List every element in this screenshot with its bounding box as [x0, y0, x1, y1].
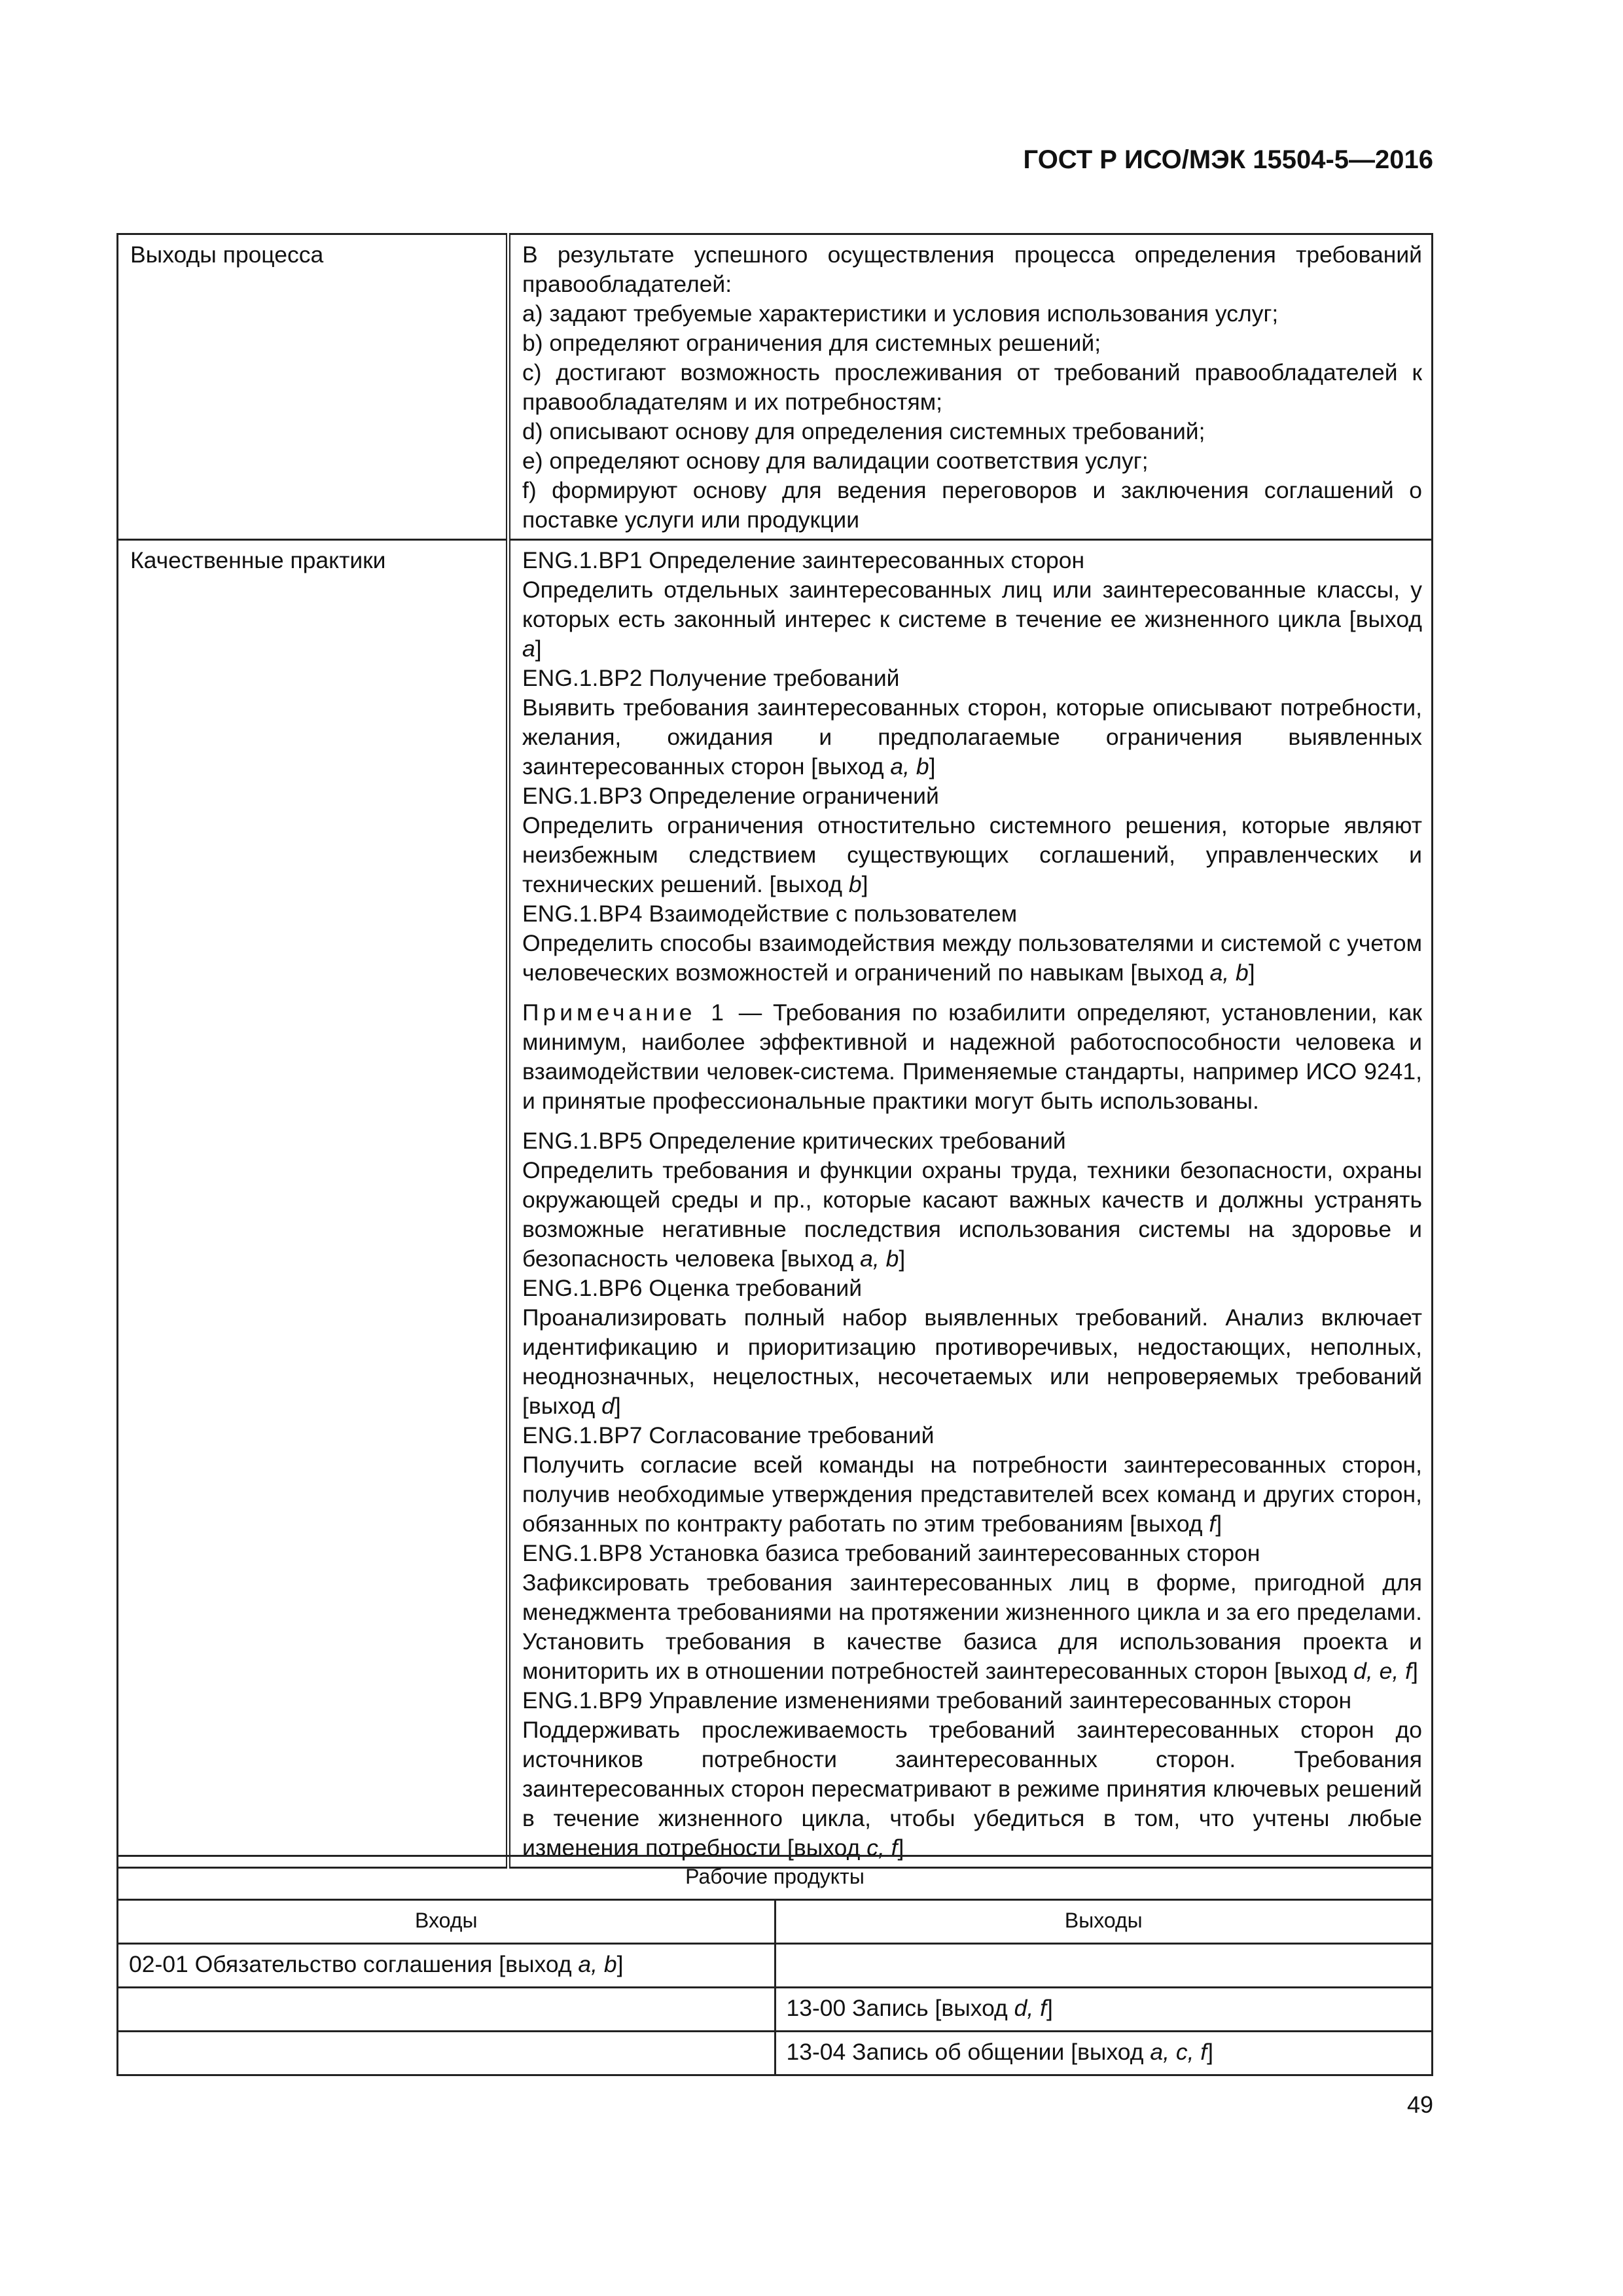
input-cell-empty: [118, 2032, 776, 2075]
outputs-label: Выходы процесса: [118, 234, 508, 540]
outputs-item-c: c) достигают возможность прослеживания от требований правообладателей к правообладателям и их потребностям;: [522, 359, 1422, 415]
outputs-intro: В результате успешного осуществления процесса определения требований правообладателей:: [522, 242, 1422, 297]
bp9-title: ENG.1.BP9 Управление изменениями требований заинтересованных сторон: [522, 1687, 1352, 1713]
bp9-text: Поддерживать прослеживаемость требований заинтересованных сторон до источников потребности заинтересованных сторон. Требования заинтересованных сторон пересматривают в режиме принятия ключевых решений в течение жизненного цикла, чтобы убедиться в том, что учтены любые изменения потребности [выход c, f]: [522, 1717, 1422, 1861]
bp1-text: Определить отдельных заинтересованных лиц или заинтересованные классы, у которых есть законный интерес к системе в течение ее жизненного цикла [выход a]: [522, 577, 1422, 662]
bp4-text: Определить способы взаимодействия между пользователями и системой с учетом человеческих возможностей и ограничений по навыкам [выход a, b]: [522, 930, 1422, 986]
table-row: [118, 1988, 1433, 2032]
bp3-title: ENG.1.BP3 Определение ограничений: [522, 783, 939, 809]
bp3-text: Определить ограничения отностительно системного решения, которые являют неизбежным следствием существующих соглашений, управленческих и технических решений. [выход b]: [522, 812, 1422, 897]
practices-content: [508, 540, 1433, 1868]
bp2-text: Выявить требования заинтересованных сторон, которые описывают потребности, желания, ожидания и предполагаемые ограничения выявленных заинтересованных сторон [выход a, b]: [522, 694, 1422, 780]
outputs-item-d: d) описывают основу для определения системных требований;: [522, 418, 1205, 444]
work-products-header-row: [118, 1900, 1433, 1944]
bp8-text: Зафиксировать требования заинтересованных лиц в форме, пригодной для менеджмента требованиями на протяжении жизненного цикла и за его пределами. Установить требования в качестве базиса для использования проекта и мониторить их в отношении потребностей заинтересованных сторон [выход d, e, f]: [522, 1570, 1422, 1684]
table-row: [118, 2032, 1433, 2075]
outputs-content: [508, 234, 1433, 540]
process-table: [116, 233, 1433, 1869]
bp5-title: ENG.1.BP5 Определение критических требований: [522, 1128, 1066, 1154]
practices-row: [118, 540, 1433, 1868]
document-header: ГОСТ Р ИСО/МЭК 15504-5—2016: [1023, 145, 1433, 174]
bp6-text: Проанализировать полный набор выявленных требований. Анализ включает идентификацию и приоритизацию противоречивых, недостающих, неполных, неоднозначных, нецелостных, несочетаемых или непроверяемых требований [выход d]: [522, 1304, 1422, 1419]
bp2-title: ENG.1.BP2 Получение требований: [522, 665, 900, 691]
input-cell-empty: [118, 1988, 776, 2032]
bp5-text: Определить требования и функции охраны труда, техники безопасности, охраны окружающей среды и пр., которые касают важных качеств и должны устранять возможные негативные последствия использования системы на здоровье и безопасность человека [выход a, b]: [522, 1157, 1422, 1272]
practices-label: Качественные практики: [118, 540, 508, 1868]
output-cell: 13-04 Запись об общении [выход a, c, f]: [775, 2032, 1433, 2075]
bp7-title: ENG.1.BP7 Согласование требований: [522, 1422, 935, 1448]
bp4-title: ENG.1.BP4 Взаимодействие с пользователем: [522, 901, 1018, 927]
note-1: Примечание 1 — Требования по юзабилити определяют, установлении, как минимум, наиболее эффективной и надежной работоспособности человека и взаимодействии человек-система. Применяемые стандарты, например ИСО 9241, и принятые профессиональные практики могут быть использованы.: [522, 999, 1422, 1114]
bp8-title: ENG.1.BP8 Установка базиса требований заинтересованных сторон: [522, 1540, 1260, 1566]
work-products-title: Рабочие продукты: [118, 1856, 1433, 1900]
page-number: 49: [1406, 2091, 1433, 2118]
outputs-header: Выходы: [775, 1900, 1433, 1944]
bp1-title: ENG.1.BP1 Определение заинтересованных сторон: [522, 547, 1085, 573]
outputs-item-f: f) формируют основу для ведения переговоров и заключения соглашений о поставке услуги или продукции: [522, 477, 1422, 533]
table-row: [118, 1944, 1433, 1988]
bp6-title: ENG.1.BP6 Оценка требований: [522, 1275, 863, 1301]
output-cell: 13-00 Запись [выход d, f]: [775, 1988, 1433, 2032]
outputs-item-a: a) задают требуемые характеристики и условия использования услуг;: [522, 300, 1279, 327]
outputs-item-b: b) определяют ограничения для системных решений;: [522, 330, 1101, 356]
output-cell-empty: [775, 1944, 1433, 1988]
bp7-text: Получить согласие всей команды на потребности заинтересованных сторон, получив необходимые утверждения представителей всех команд и других сторон, обязанных по контракту работать по этим требованиям [выход f]: [522, 1452, 1422, 1537]
inputs-header: Входы: [118, 1900, 776, 1944]
work-products-table: [116, 1855, 1433, 2076]
input-cell: 02-01 Обязательство соглашения [выход a, b]: [118, 1944, 776, 1988]
outputs-item-e: e) определяют основу для валидации соответствия услуг;: [522, 448, 1149, 474]
work-products-title-row: [118, 1856, 1433, 1900]
outputs-row: [118, 234, 1433, 540]
